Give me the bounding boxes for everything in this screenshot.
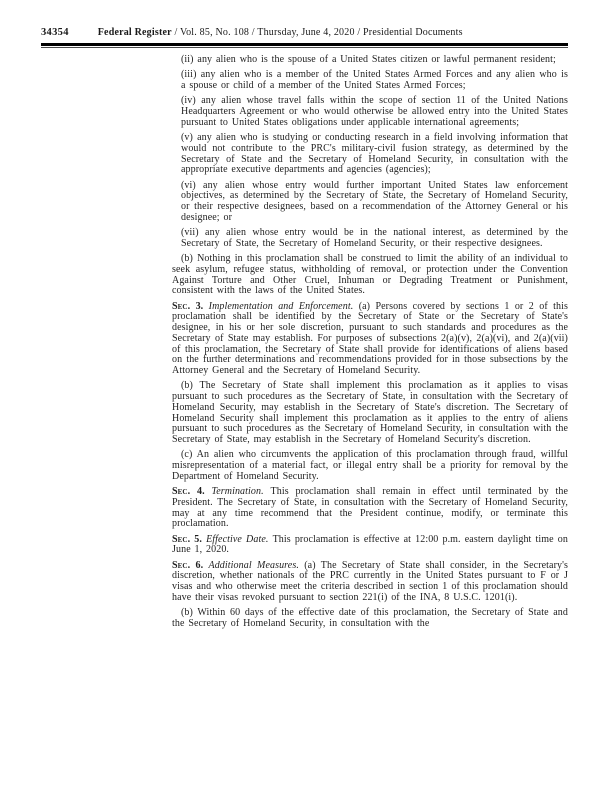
page-number: 34354 — [41, 27, 69, 38]
section-text: (a) Persons covered by sections 1 or 2 of this proclamation shall be identified by the Secretary of State or the Secretary of State's designee, in his or her sole discretion, pursuant to such standards and procedures as the Secretary of State may establish. For purposes of subsections 2(a)(v), 2(a)(vi), and 2(a)(vii) of this proclamation, the Secretary of State shall provide for identifications of aliens based on the further determinations and recommendations provided for in those subsections by the Attorney General and the Secretary of Homeland Security. — [172, 300, 568, 376]
page-header — [41, 27, 568, 38]
paragraph-para: (b) The Secretary of State shall implement this proclamation as it applies to visas pursuant to such procedures as the Secretary of State, in consultation with the Secretary of Homeland Security, may establish in the Secretary of State's discretion. The Secretary of Homeland Security shall implement this proclamation as it applies to the entry of aliens pursuant to such procedures as the Secretary of Homeland Security, in consultation with the Secretary of State, may establish in the Secretary of Homeland Security's discretion. — [172, 380, 568, 445]
masthead — [98, 27, 463, 38]
paragraph-section — [172, 302, 568, 377]
paragraph-section — [172, 487, 568, 530]
section-label: Sec. 4. — [172, 486, 212, 497]
paragraph-para: (c) An alien who circumvents the application of this proclamation through fraud, willful misrepresentation of a material fact, or illegal entry shall be a priority for removal by the Department of Homeland Security. — [172, 449, 568, 482]
paragraph-subitem: (vii) any alien whose entry would be in the national interest, as determined by the Secretary of State, the Secretary of Homeland Security, or their respective designees. — [181, 227, 568, 249]
section-label: Sec. 3. — [172, 300, 209, 312]
section-text: (a) The Secretary of State shall consider, in the Secretary's discretion, whether nationals of the PRC currently in the United States pursuant to F or J visas and who otherwise meet the criteria described in section 1 of this proclamation should have their visas revoked pursuant to section 221(i) of the INA, 8 U.S.C. 1201(i). — [172, 559, 569, 603]
section-title: Termination. — [211, 486, 271, 497]
paragraph-section — [172, 561, 568, 604]
document-body — [172, 55, 568, 634]
section-title: Additional Measures. — [208, 559, 305, 571]
section-text: This proclamation shall remain in effect until terminated by the President. The Secretary of State, in consultation with the Secretary of Homeland Security, may at any time recommend that the President continue, modify, or terminate this proclamation. — [172, 486, 568, 530]
paragraph-subitem: (iv) any alien whose travel falls within the scope of section 11 of the United Nations Headquarters Agreement or who would otherwise be allowed entry into the United States pursuant to United States obligations under applicable international agreements; — [181, 95, 568, 128]
header-rule-thick — [41, 43, 568, 46]
section-label: Sec. 5. — [172, 533, 207, 545]
masthead-journal: Federal Register — [97, 27, 172, 38]
header-rule-thin — [41, 47, 568, 48]
paragraph-subitem: (v) any alien who is studying or conducting research in a field involving information that would not contribute to the PRC's military-civil fusion strategy, as determined by the Secretary of State and the Secretary of Homeland Security, in consultation with the appropriate executive departments and agencies (agencies); — [181, 132, 568, 176]
section-label: Sec. 6. — [172, 559, 209, 571]
paragraph-section — [172, 535, 568, 557]
section-text: This proclamation is effective at 12:00 p.m. eastern daylight time on June 1, 2020. — [172, 533, 568, 556]
paragraph-para: (b) Nothing in this proclamation shall be construed to limit the ability of an individual to seek asylum, refugee status, withholding of removal, or protection under the Convention Against Torture and Other Cruel, Inhuman or Degrading Treatment or Punishment, consistent with the laws of the United States. — [172, 253, 568, 297]
paragraph-subitem: (ii) any alien who is the spouse of a United States citizen or lawful permanent resident; — [181, 54, 556, 65]
section-title: Effective Date. — [206, 533, 273, 545]
paragraph-para: (b) Within 60 days of the effective date of this proclamation, the Secretary of State and the Secretary of Homeland Security, in consultation with the — [172, 607, 568, 629]
paragraph-subitem: (iii) any alien who is a member of the United States Armed Forces and any alien who is a spouse or child of a member of the United States Armed Forces; — [181, 69, 568, 91]
section-title: Implementation and Enforcement. — [208, 300, 359, 312]
masthead-issue: / Vol. 85, No. 108 / Thursday, June 4, 2020 / Presidential Documents — [171, 27, 463, 38]
paragraph-subitem: (vi) any alien whose entry would further important United States law enforcement objectives, as determined by the Secretary of State, the Secretary of Homeland Security, or their respective designees, based on a recommendation of the Attorney General or his designee; or — [181, 179, 568, 223]
